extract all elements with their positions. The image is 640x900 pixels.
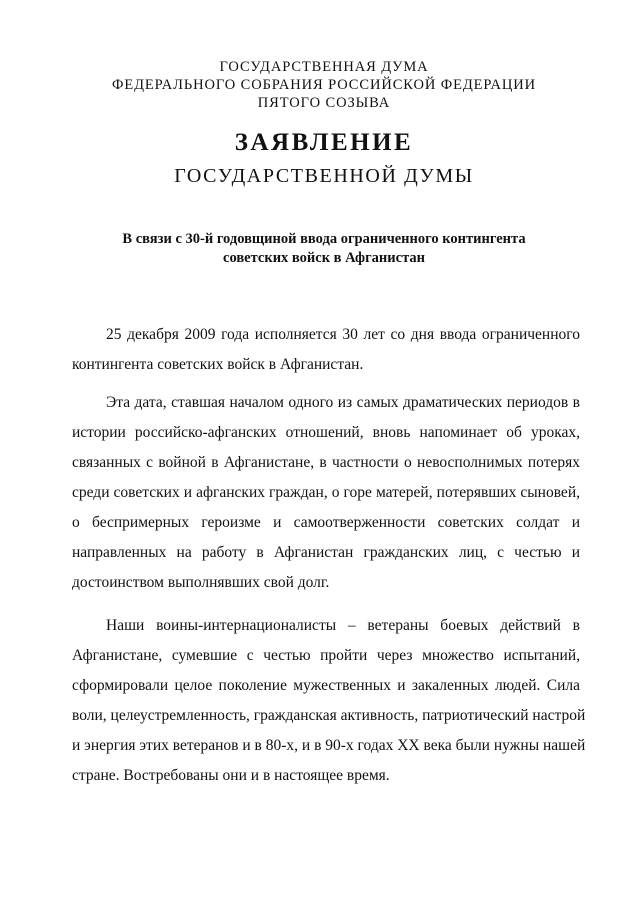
text-line: 25 декабря 2009 года исполняется 30 лет со дня ввода ограниченного	[106, 326, 580, 343]
document-title	[72, 128, 576, 188]
text-line: контингента советских войск в Афганистан.	[72, 356, 364, 373]
subject-line: В связи с 30-й годовщиной ввода ограниченного контингента	[122, 231, 526, 247]
document-title-main: ЗАЯВЛЕНИЕ	[234, 129, 414, 156]
paragraph-1	[72, 320, 580, 380]
paragraph-gap	[72, 380, 580, 388]
issuer-line: ПЯТОГО СОЗЫВА	[257, 95, 391, 111]
text-line: стране. Востребованы они и в настоящее время.	[72, 767, 390, 784]
text-line: и энергия этих ветеранов и в 80-х, и в 90-х годах XX века были нужны нашей	[72, 737, 586, 754]
document-subject	[72, 230, 576, 268]
text-line: Эта дата, ставшая началом одного из самых драматических периодов в	[106, 394, 580, 411]
text-line: направленных на работу в Афганистан гражданских лиц, с честью и	[72, 544, 580, 561]
issuer-header	[72, 58, 576, 112]
paragraph-gap	[72, 598, 580, 611]
issuer-line: ФЕДЕРАЛЬНОГО СОБРАНИЯ РОССИЙСКОЙ ФЕДЕРАЦИИ	[111, 77, 537, 93]
subject-line: советских войск в Афганистан	[223, 250, 425, 266]
text-line: Афганистане, сумевшие с честью пройти через множество испытаний,	[72, 647, 580, 664]
text-line: среди советских и афганских граждан, о горе матерей, потерявших сыновей,	[72, 484, 580, 501]
document-body	[72, 320, 586, 791]
text-line: связанных с войной в Афганистане, в частности о невосполнимых потерях	[72, 454, 580, 471]
issuer-line: ГОСУДАРСТВЕННАЯ ДУМА	[219, 59, 429, 75]
text-line: воли, целеустремленность, гражданская активность, патриотический настрой	[72, 707, 586, 724]
paragraph-3	[72, 611, 586, 791]
text-line: Наши воины-интернационалисты – ветераны боевых действий в	[106, 617, 580, 634]
text-line: достоинством выполнявших свой долг.	[72, 574, 330, 591]
document-title-sub: ГОСУДАРСТВЕННОЙ ДУМЫ	[174, 165, 474, 187]
paragraph-2	[72, 388, 580, 598]
text-line: истории российско-афганских отношений, вновь напоминает об уроках,	[72, 424, 580, 441]
text-line: сформировали целое поколение мужественных и закаленных людей. Сила	[72, 677, 580, 694]
text-line: о беспримерных героизме и самоотверженности советских солдат и	[72, 514, 580, 531]
